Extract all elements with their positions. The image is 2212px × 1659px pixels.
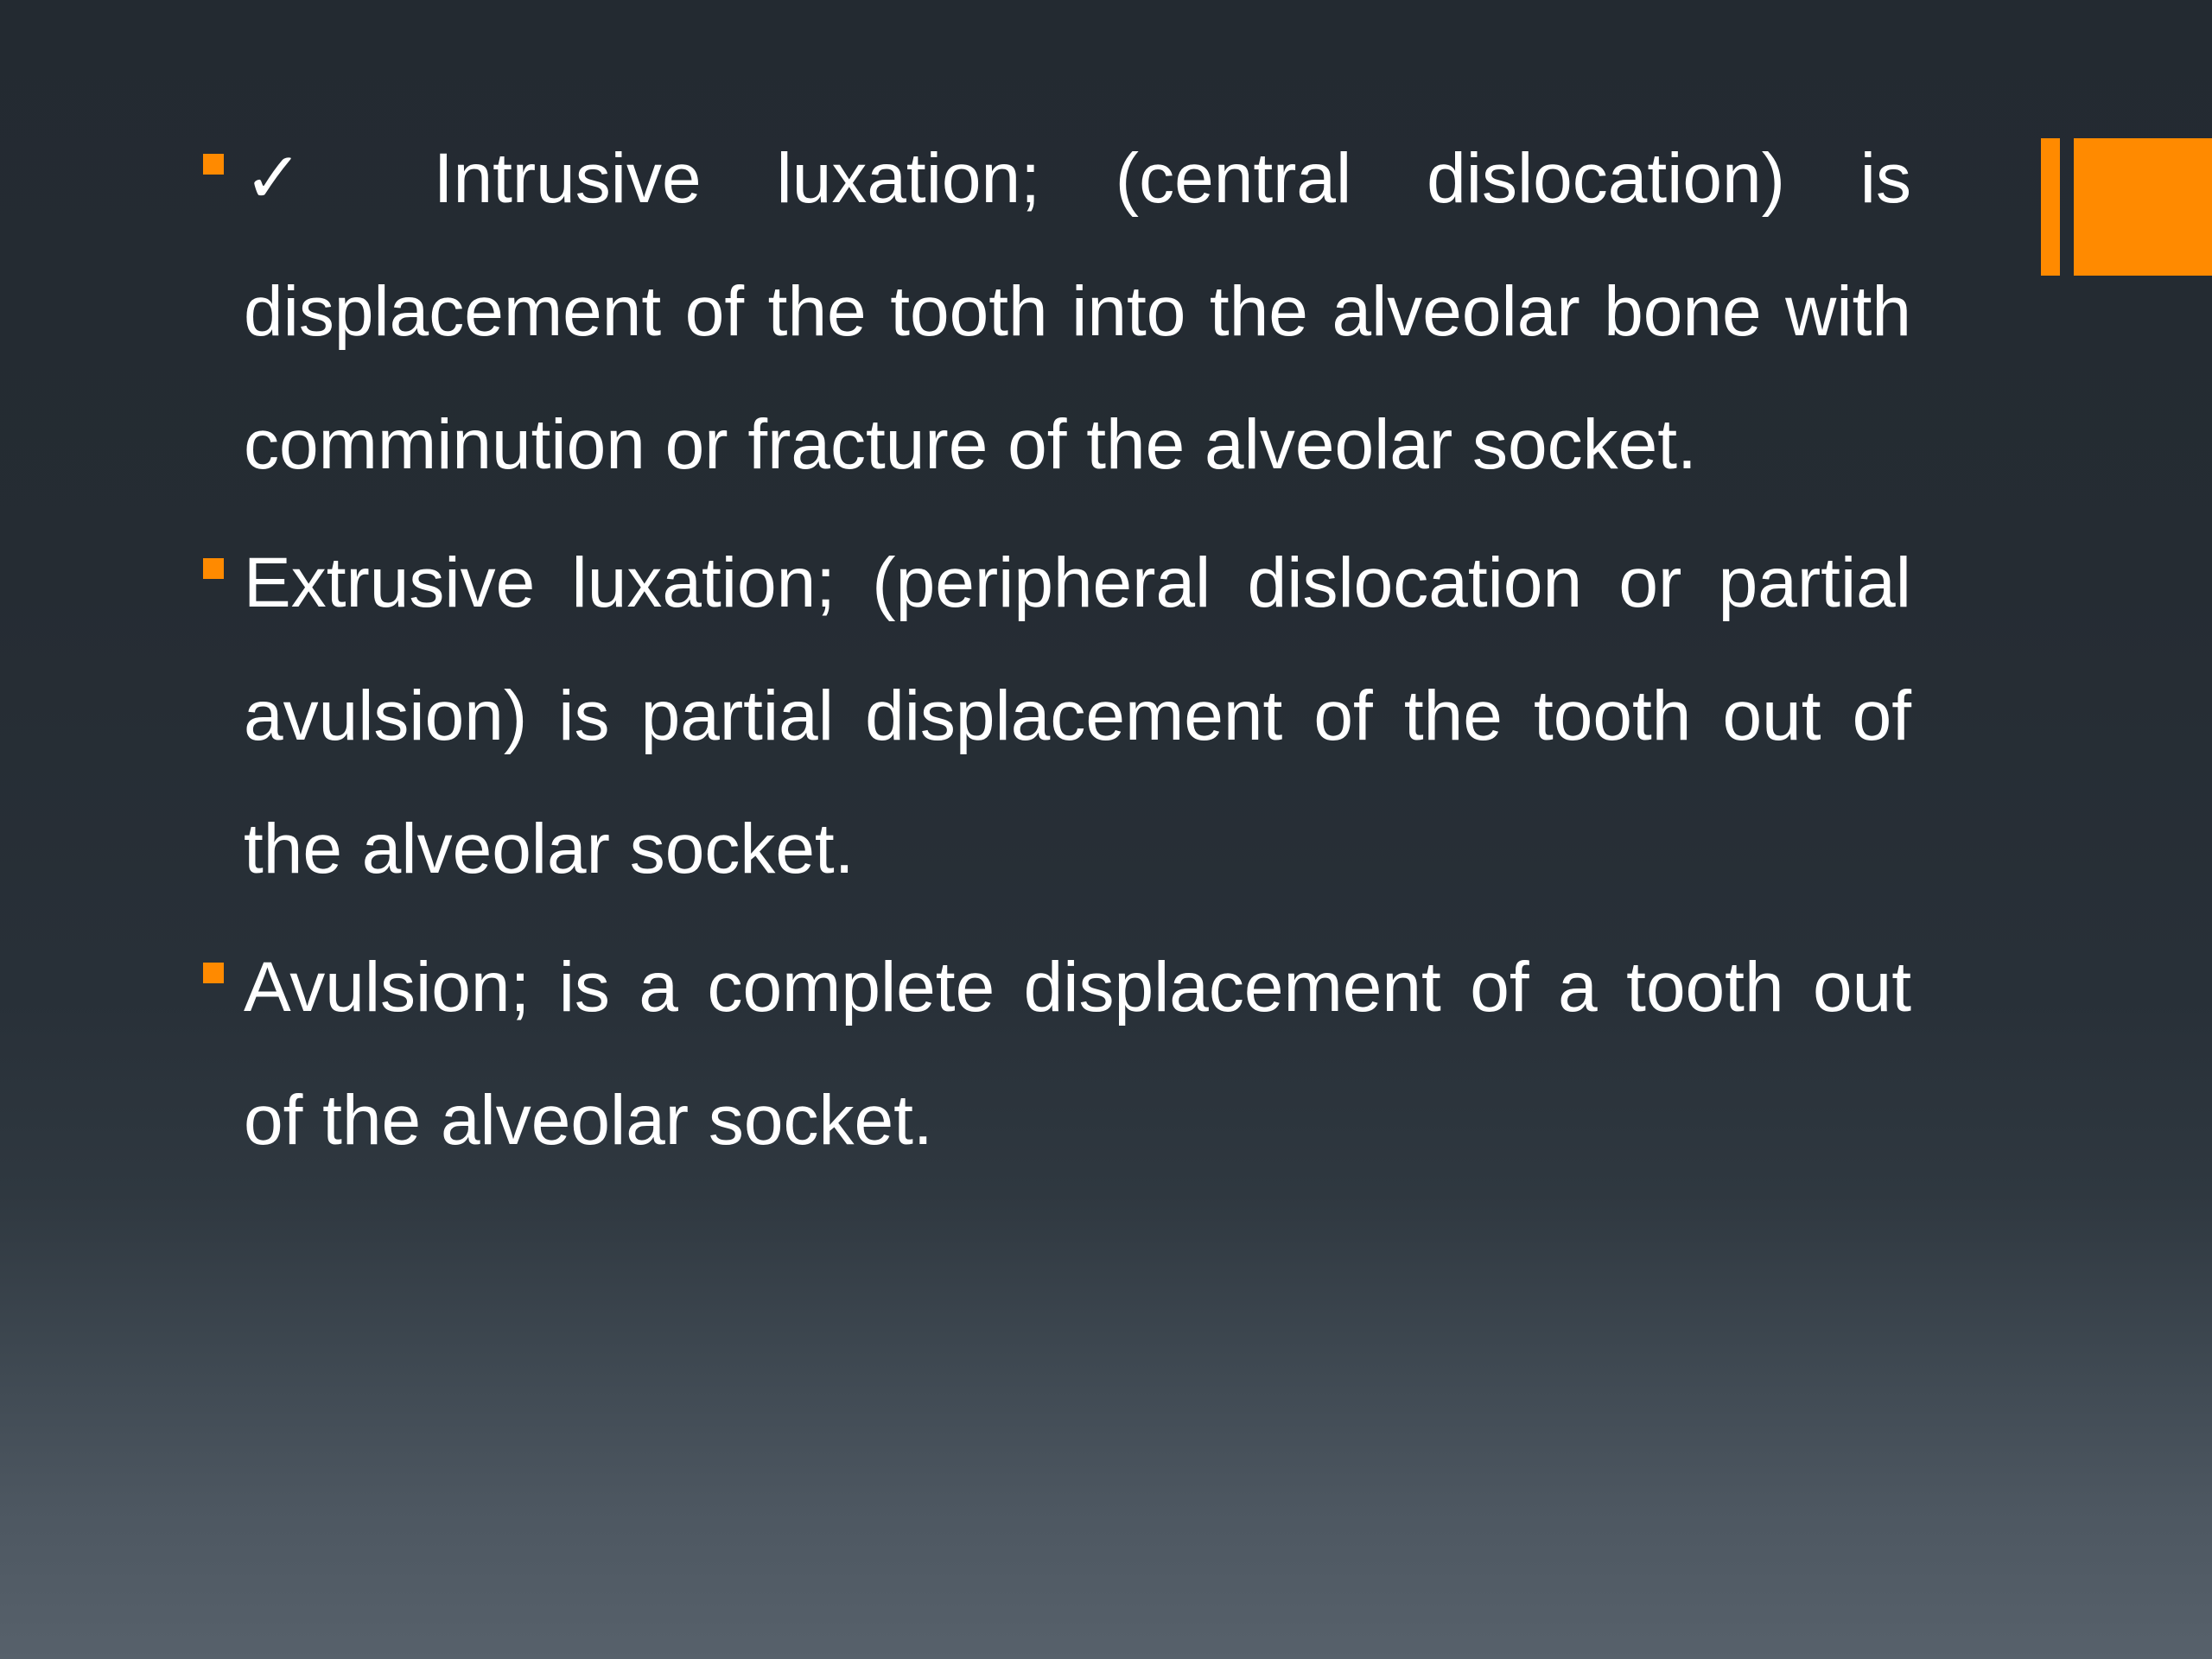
bullet-text: ✓ Intrusive luxation; (central dislocation) is displacement of the tooth into the alveolar bone with comminution or fracture of the alveolar socket. [244,139,1911,484]
square-bullet-icon [203,558,224,579]
bullet-text: Extrusive luxation; (peripheral dislocation or partial avulsion) is partial displacement of the tooth out of the alveolar socket. [244,543,1911,888]
accent-bar-thin [2041,138,2060,276]
bullet-item-intrusive-luxation [199,112,1911,512]
accent-bar-wide [2074,138,2212,276]
bullet-item-avulsion [199,921,1911,1187]
bullet-list [199,112,1911,1192]
bullet-item-extrusive-luxation [199,517,1911,916]
square-bullet-icon [203,963,224,983]
square-bullet-icon [203,154,224,175]
bullet-text: Avulsion; is a complete displacement of a tooth out of the alveolar socket. [244,948,1911,1160]
